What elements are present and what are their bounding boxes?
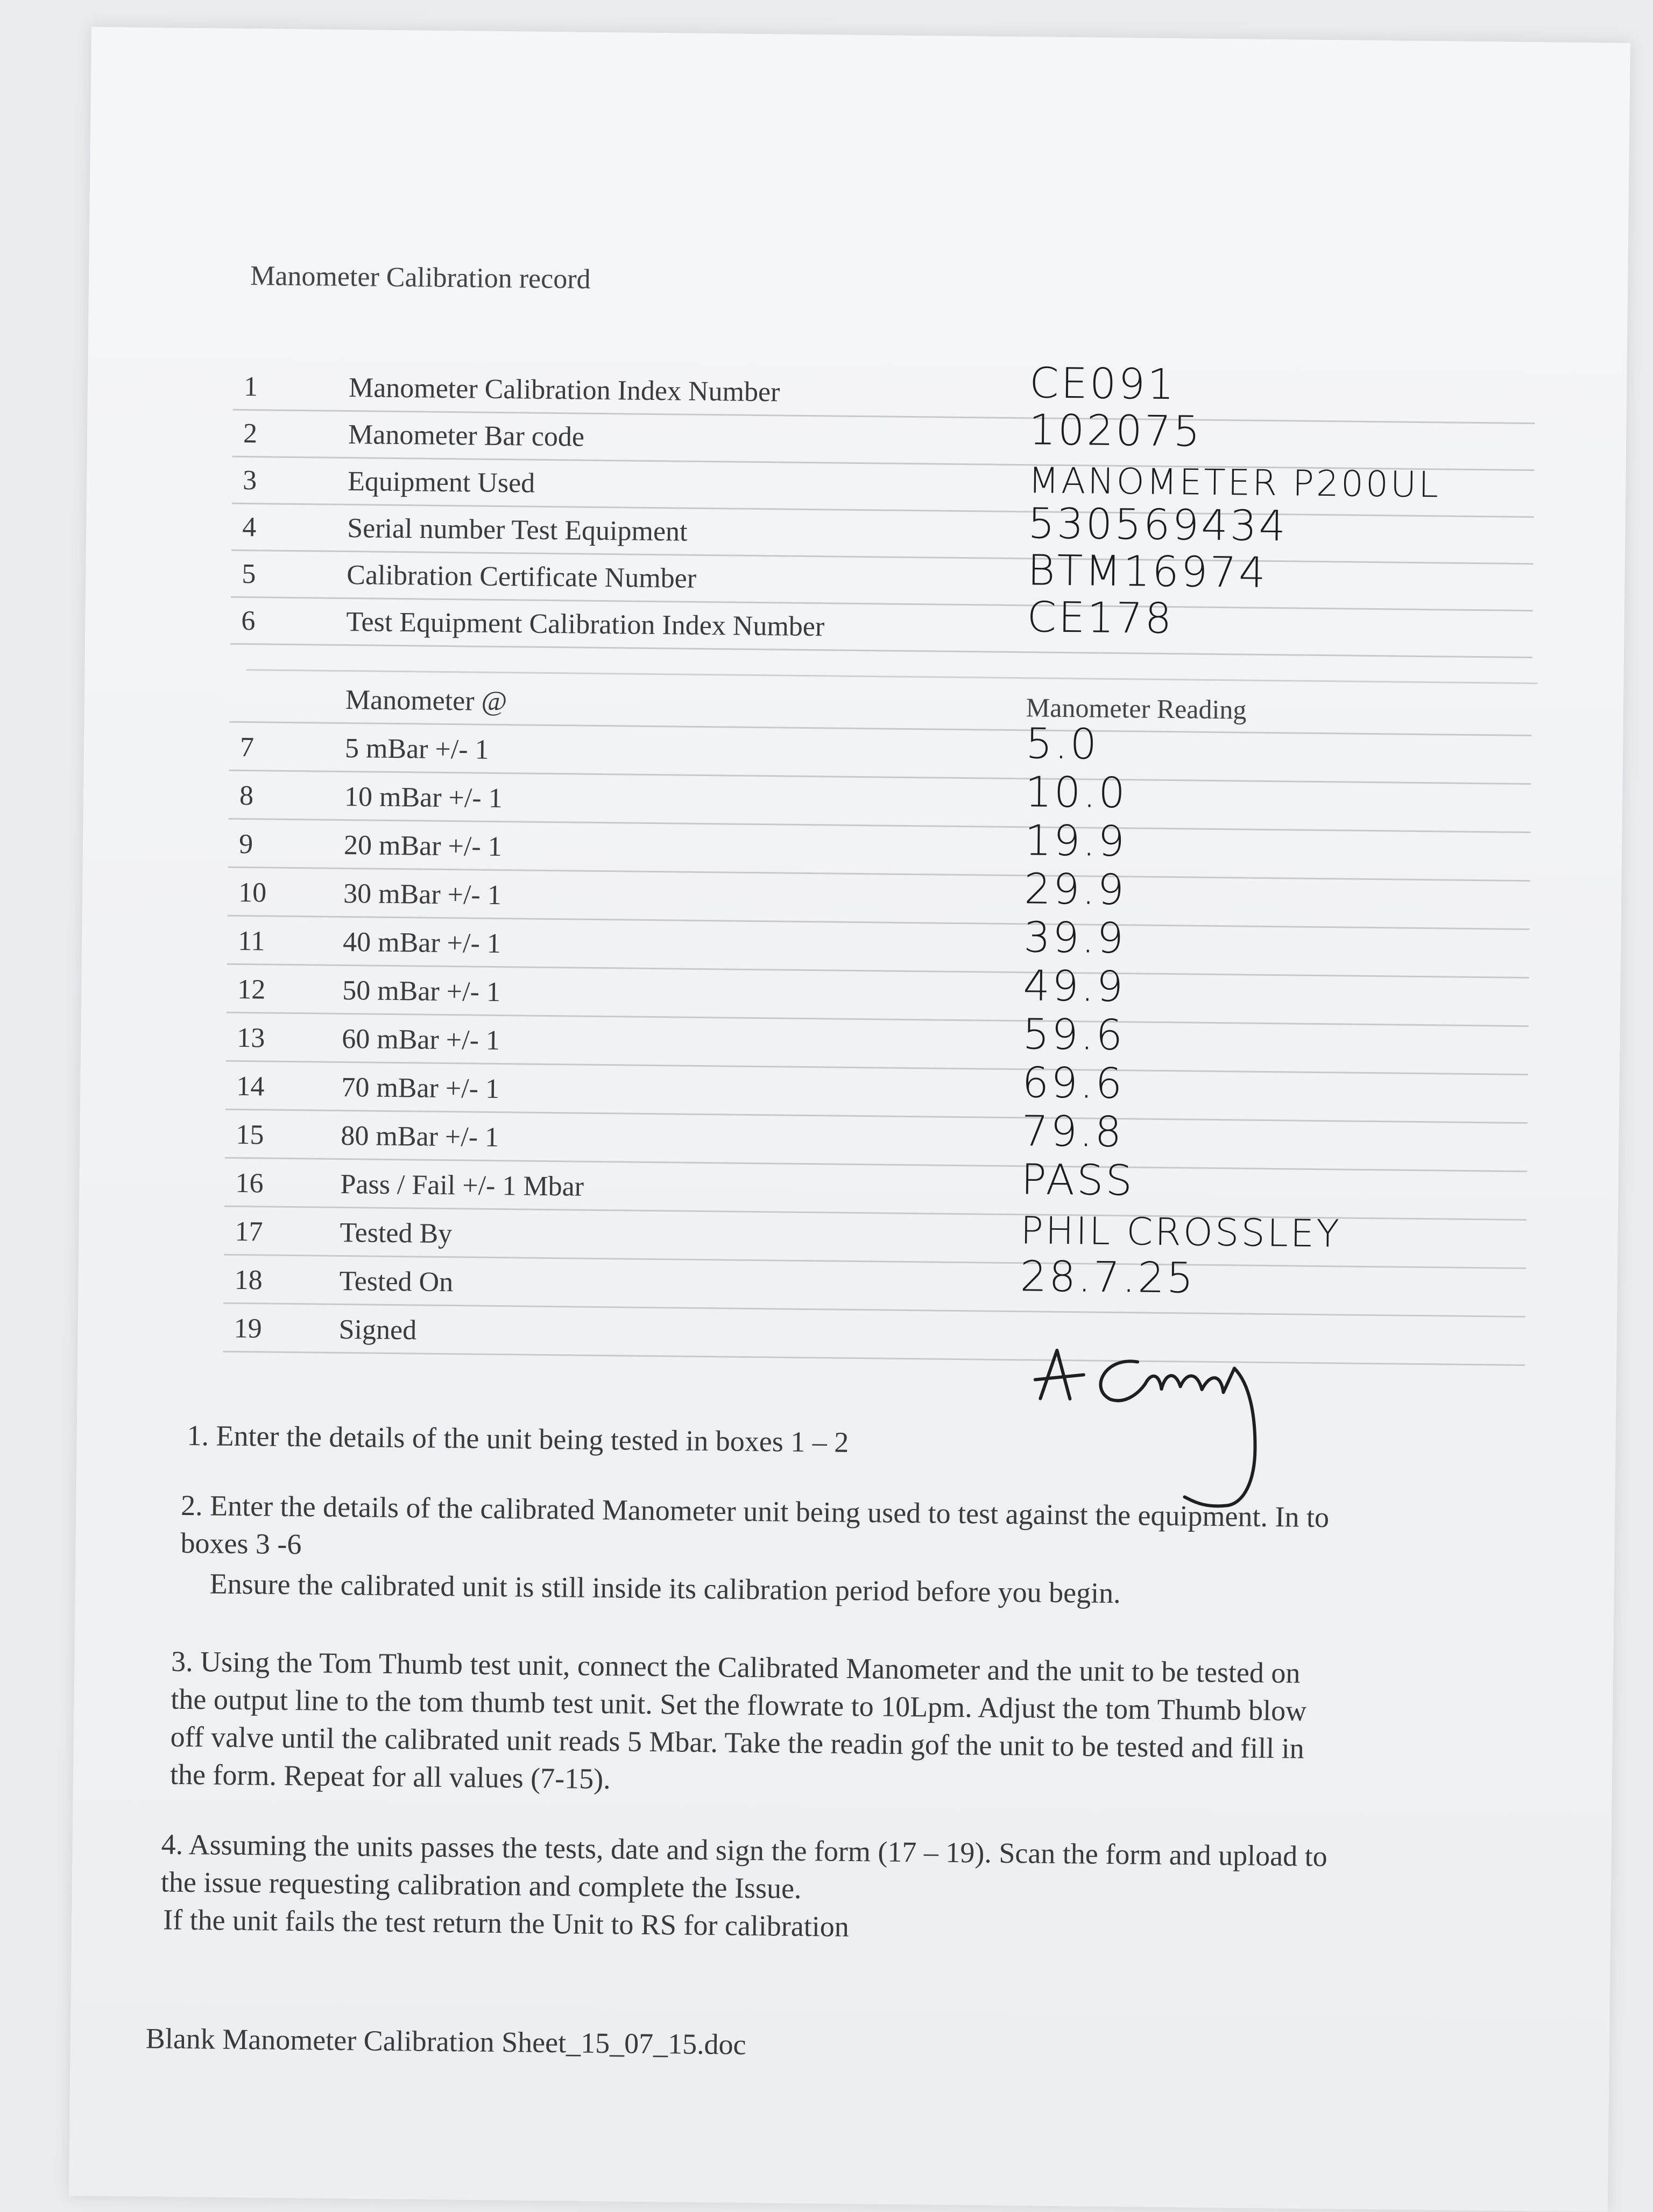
row-number: 15 bbox=[236, 1119, 264, 1151]
handwritten-value: 28.7.25 bbox=[1020, 1252, 1196, 1303]
handwritten-value: 39.9 bbox=[1023, 913, 1126, 963]
handwritten-value: MANOMETER P200UL bbox=[1028, 460, 1441, 506]
row-number: 19 bbox=[234, 1313, 262, 1344]
handwritten-value: CE091 bbox=[1029, 359, 1177, 410]
handwritten-value: CE178 bbox=[1027, 593, 1174, 644]
row-label: Tested On bbox=[339, 1265, 454, 1298]
row-label: Manometer Bar code bbox=[348, 419, 585, 453]
row-number: 12 bbox=[237, 974, 266, 1005]
row-number: 11 bbox=[237, 925, 265, 957]
handwritten-value: PHIL CROSSLEY bbox=[1020, 1208, 1342, 1256]
row-number: 4 bbox=[242, 511, 257, 543]
paper-sheet bbox=[69, 27, 1630, 2212]
row-number: 18 bbox=[234, 1264, 263, 1296]
document-title: Manometer Calibration record bbox=[250, 260, 591, 295]
row-number: 13 bbox=[237, 1022, 265, 1054]
instruction-3: 3. Using the Tom Thumb test unit, connect the Calibrated Manometer and the unit to be tested on the output line to the tom thumb test unit. Set the flowrate to 10Lpm. Adjust the tom Thumb blow off valve until the calibrated unit reads 5 Mbar. Take the readin gof the unit to be tested and fill in the form. Repeat for all values (7-15). bbox=[169, 1645, 1307, 1795]
handwritten-value: 79.8 bbox=[1021, 1107, 1124, 1157]
row-label: 40 mBar +/- 1 bbox=[342, 926, 501, 960]
row-label: 10 mBar +/- 1 bbox=[344, 781, 503, 814]
handwritten-value: 69.6 bbox=[1022, 1059, 1125, 1109]
row-label: Tested By bbox=[340, 1217, 453, 1250]
handwritten-value: 530569434 bbox=[1027, 499, 1288, 551]
row-label: Test Equipment Calibration Index Number bbox=[346, 607, 825, 643]
row-label: Equipment Used bbox=[347, 466, 535, 499]
handwritten-value: 5.0 bbox=[1025, 720, 1099, 769]
row-label: Pass / Fail +/- 1 Mbar bbox=[340, 1168, 584, 1202]
handwritten-value: 59.6 bbox=[1022, 1010, 1125, 1060]
row-number: 17 bbox=[235, 1216, 263, 1248]
row-number: 7 bbox=[239, 731, 255, 763]
row-label: 50 mBar +/- 1 bbox=[342, 975, 501, 1008]
handwritten-value: 29.9 bbox=[1023, 865, 1127, 915]
footer-filename: Blank Manometer Calibration Sheet_15_07_15.doc bbox=[145, 2022, 746, 2061]
instruction-2: 2. Enter the details of the calibrated Manometer unit being used to test against the equipment. In to boxes 3 -6 bbox=[180, 1489, 1330, 1561]
row-number: 9 bbox=[238, 828, 253, 860]
handwritten-value: 19.9 bbox=[1024, 816, 1127, 867]
handwritten-value: 10.0 bbox=[1025, 768, 1128, 818]
form-content bbox=[69, 27, 1630, 2212]
handwritten-value: 49.9 bbox=[1022, 962, 1126, 1012]
handwritten-value: BTM16974 bbox=[1027, 546, 1268, 597]
row-label: 30 mBar +/- 1 bbox=[343, 878, 502, 911]
column-header-manometer: Manometer @ bbox=[345, 685, 507, 717]
row-number: 3 bbox=[242, 464, 257, 496]
row-label: Calibration Certificate Number bbox=[347, 560, 697, 594]
row-number: 14 bbox=[236, 1070, 265, 1102]
handwritten-value: 102075 bbox=[1028, 406, 1203, 456]
row-label: 60 mBar +/- 1 bbox=[342, 1023, 500, 1056]
row-label: 70 mBar +/- 1 bbox=[341, 1072, 500, 1105]
row-number: 10 bbox=[238, 877, 267, 908]
row-number: 1 bbox=[243, 371, 258, 403]
instruction-1: 1. Enter the details of the unit being tested in boxes 1 – 2 bbox=[187, 1419, 849, 1459]
row-label: 80 mBar +/- 1 bbox=[341, 1120, 499, 1153]
row-label: Signed bbox=[338, 1314, 417, 1346]
row-label: 5 mBar +/- 1 bbox=[344, 733, 489, 765]
row-label: Manometer Calibration Index Number bbox=[348, 372, 780, 408]
handwritten-signature bbox=[1023, 1339, 1315, 1514]
instruction-4: 4. Assuming the units passes the tests, date and sign the form (17 – 19). Scan the form and upload to the issue requesting calibration and complete the Issue. bbox=[160, 1828, 1328, 1905]
row-label: 20 mBar +/- 1 bbox=[343, 829, 503, 863]
row-label: Serial number Test Equipment bbox=[347, 513, 688, 547]
row-number: 8 bbox=[239, 780, 254, 812]
row-number: 2 bbox=[243, 418, 258, 449]
row-number: 16 bbox=[235, 1167, 264, 1199]
column-header-reading: Manometer Reading bbox=[1026, 692, 1247, 725]
handwritten-value: PASS bbox=[1021, 1156, 1135, 1206]
row-number: 5 bbox=[242, 558, 256, 590]
row-number: 6 bbox=[241, 605, 256, 637]
instruction-4-note: If the unit fails the test return the Unit to RS for calibration bbox=[163, 1903, 850, 1943]
instruction-2-note: Ensure the calibrated unit is still inside its calibration period before you begin. bbox=[209, 1567, 1121, 1610]
